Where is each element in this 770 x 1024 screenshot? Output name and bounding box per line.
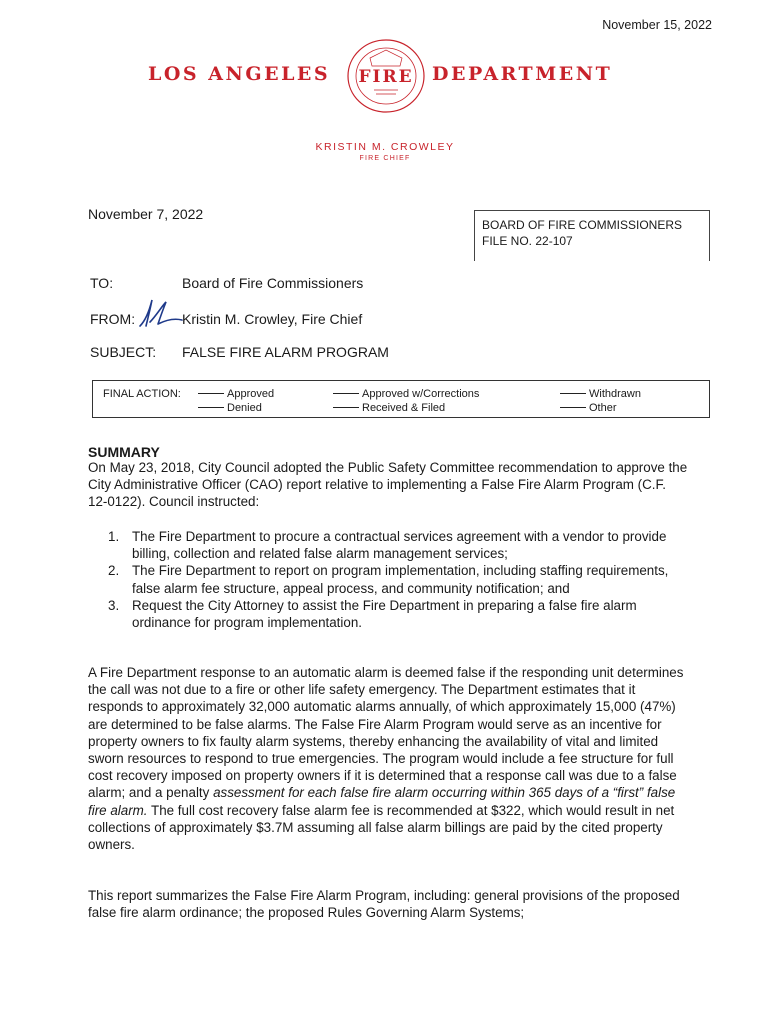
denied-label: Denied (227, 402, 262, 414)
board-name: BOARD OF FIRE COMMISSIONERS (482, 218, 683, 232)
false-alarm-paragraph (88, 664, 688, 853)
from-value: Kristin M. Crowley, Fire Chief (182, 311, 363, 327)
final-action-withdrawn (560, 388, 641, 400)
list-item (108, 528, 683, 562)
paragraph-text-b: The full cost recovery false alarm fee is recommended at $322, which would result in net collections of approximately $3.7M assuming all false alarm billings are paid by the cited property owners. (88, 802, 675, 853)
list-item (108, 562, 683, 596)
blank-line (198, 393, 224, 394)
summary-intro-paragraph (88, 459, 688, 511)
blank-line (560, 407, 586, 408)
department-name-left: LOS ANGELES (148, 63, 331, 85)
fire-department-seal (340, 36, 432, 116)
final-action-received-filed (333, 402, 445, 414)
blank-line (198, 407, 224, 408)
intro-text: On May 23, 2018, City Council adopted the Public Safety Committee recommendation to approve the City Administrative Officer (CAO) report relative to implementing a False Fire Alarm Program (C.F. 12-0122). Council instructed: (88, 460, 688, 510)
to-value: Board of Fire Commissioners (182, 275, 364, 291)
to-label: TO: (90, 275, 114, 291)
department-name-right: DEPARTMENT (432, 63, 613, 85)
approved-corrections-label: Approved w/Corrections (362, 388, 480, 400)
list-item-number: 2. (108, 563, 120, 579)
received-filed-label: Received & Filed (362, 402, 446, 414)
final-action-label: FINAL ACTION: (103, 388, 181, 400)
from-label: FROM: (90, 311, 136, 327)
document-date-stamp: November 15, 2022 (602, 18, 712, 32)
list-item-number: 1. (108, 529, 120, 544)
paragraph-body (88, 664, 688, 853)
list-item-text: The Fire Department to report on program implementation, including staffing requirements, false alarm fee structure, appeal process, and community notification; and (132, 563, 669, 596)
paragraph-text: This report summarizes the False Fire Alarm Program, including: general provisions of the proposed false fire alarm ordinance; the proposed Rules Governing Alarm Systems; (88, 888, 680, 921)
blank-line (333, 407, 359, 408)
blank-line (333, 393, 359, 394)
other-label: Other (589, 402, 617, 414)
paragraph-text-a: A Fire Department response to an automatic alarm is deemed false if the responding unit determines the call was not due to a fire or other life safety emergency. The Department estimates that it responds to approximately 32,000 automatic alarms annually, of which approximately 15,000 (47%) are determined to be false alarms. The False Fire Alarm Program would serve as an incentive for property owners to fix faulty alarm systems, thereby enhancing the availability of vital and limited sworn resources to respond to true emergencies. The program would include a fee structure for full cost recovery imposed on property owners if it is determined that a response call was due to a false alarm; and a penalty (88, 665, 684, 801)
final-action-denied (198, 402, 262, 414)
fire-chief-name: KRISTIN M. CROWLEY (315, 141, 455, 153)
file-number: FILE NO. 22-107 (482, 234, 573, 248)
subject-value: FALSE FIRE ALARM PROGRAM (182, 344, 389, 360)
report-summary-paragraph (88, 887, 688, 921)
list-item-text: Request the City Attorney to assist the Fire Department in preparing a false fire alarm ordinance for program implementation. (132, 597, 637, 631)
handwritten-initials (136, 296, 184, 330)
fire-chief-title: FIRE CHIEF (359, 155, 411, 162)
withdrawn-label: Withdrawn (589, 388, 641, 400)
final-action-other (560, 402, 617, 414)
final-action-approved-corrections (333, 388, 479, 400)
seal-fire-word: FIRE (358, 67, 414, 87)
paragraph-text-italic: assessment for each false fire alarm occurring within 365 days of a “first” false fire alarm. (88, 785, 676, 818)
approved-label: Approved (227, 388, 275, 400)
memo-date: November 7, 2022 (88, 206, 204, 222)
list-item-text: The Fire Department to procure a contractual services agreement with a vendor to provide billing, collection and related false alarm management services; (132, 529, 667, 562)
list-item (108, 597, 683, 631)
summary-heading: SUMMARY (88, 444, 160, 460)
list-item-number: 3. (108, 597, 120, 613)
final-action-approved (198, 388, 274, 400)
subject-label: SUBJECT: (90, 344, 157, 360)
blank-line (560, 393, 586, 394)
council-instructions-list (108, 528, 683, 631)
